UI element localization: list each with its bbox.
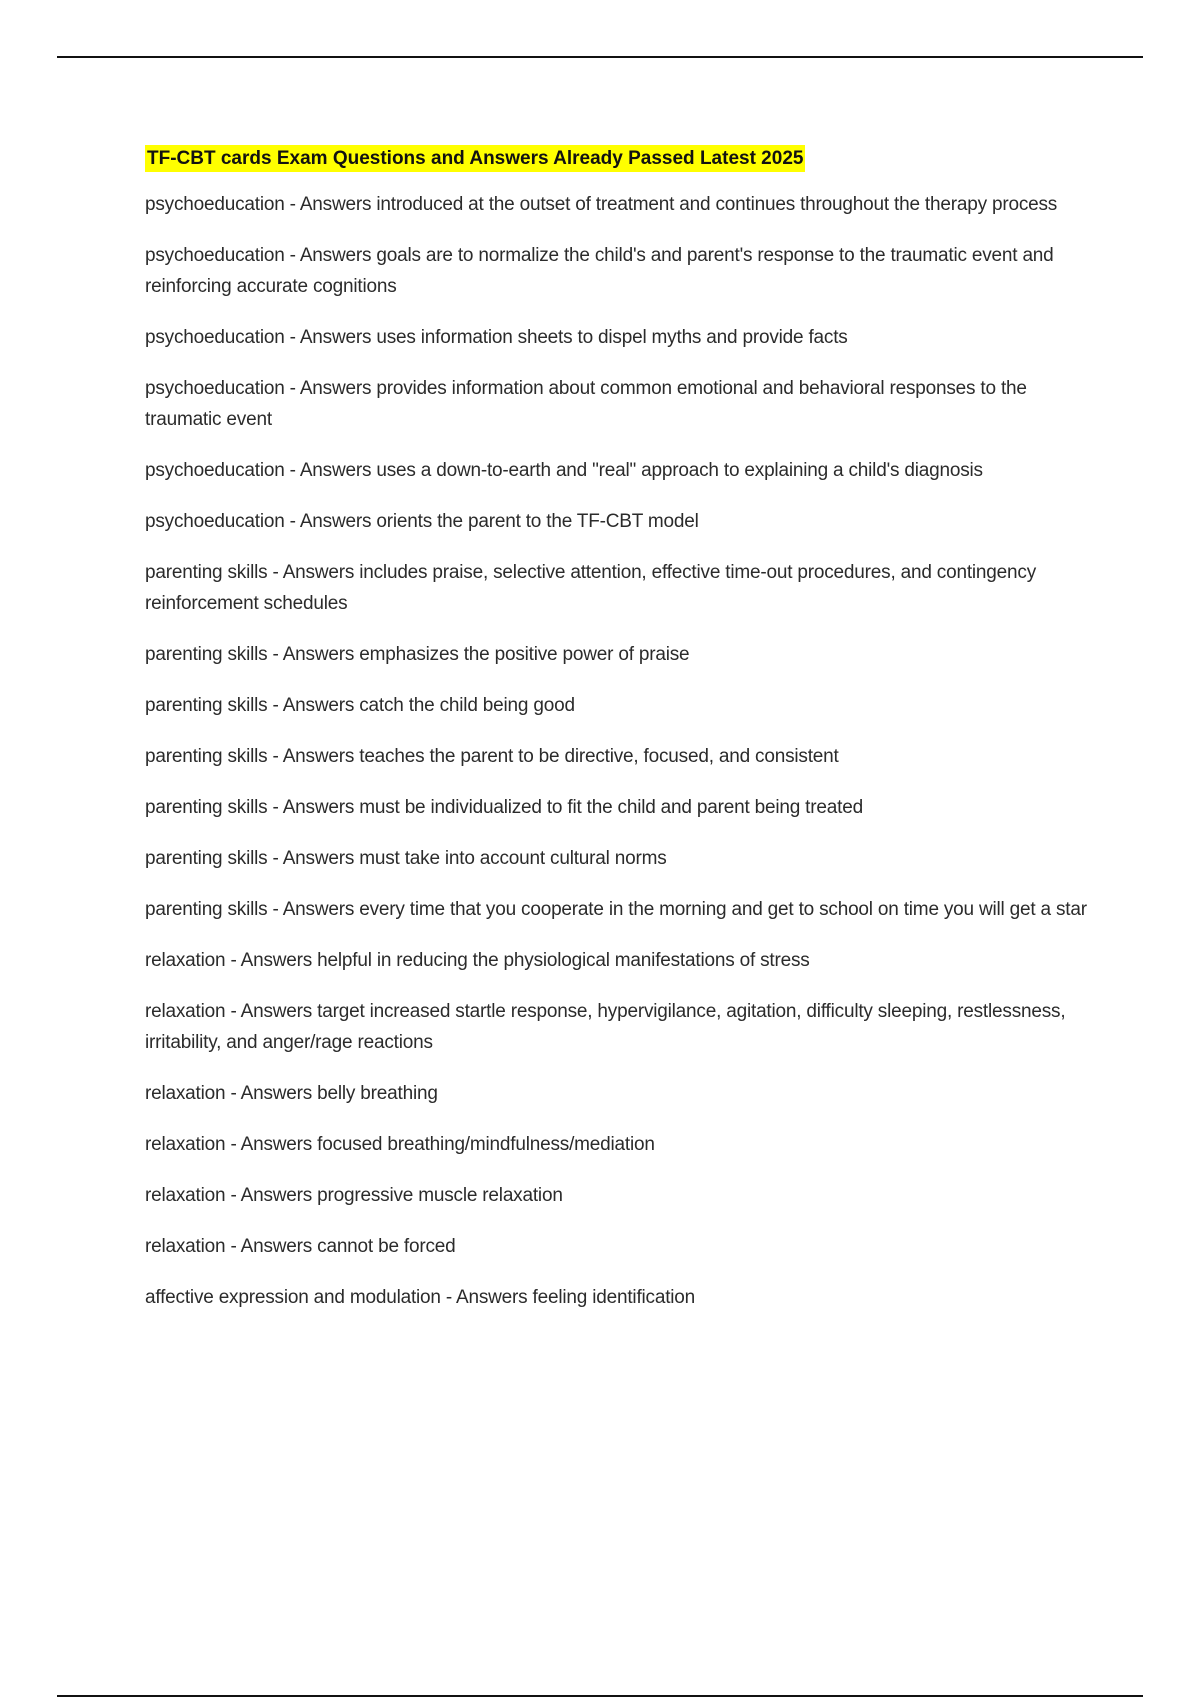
qa-entry: psychoeducation - Answers orients the parent to the TF-CBT model — [145, 511, 699, 532]
qa-entry: psychoeducation - Answers introduced at the outset of treatment and continues throughout the therapy process — [145, 194, 1058, 215]
qa-entry: psychoeducation - Answers uses a down-to-earth and "real" approach to explaining a child's diagnosis — [145, 460, 983, 481]
qa-entry: parenting skills - Answers must be individualized to fit the child and parent being treated — [145, 797, 863, 818]
qa-entry: relaxation - Answers progressive muscle relaxation — [145, 1185, 563, 1206]
header-rule — [57, 56, 1143, 58]
qa-entry: parenting skills - Answers emphasizes the positive power of praise — [145, 644, 690, 665]
qa-entry: relaxation - Answers helpful in reducing the physiological manifestations of stress — [145, 950, 810, 971]
qa-entry: psychoeducation - Answers goals are to normalize the child's and parent's response to the traumatic event and reinforcing accurate cognitions — [145, 245, 1054, 297]
footer-rule — [57, 1695, 1143, 1697]
qa-entry: affective expression and modulation - Answers feeling identification — [145, 1287, 696, 1308]
qa-entry: parenting skills - Answers includes praise, selective attention, effective time-out procedures, and contingency reinforcement schedules — [145, 562, 1036, 614]
qa-entry: psychoeducation - Answers provides information about common emotional and behavioral responses to the traumatic event — [145, 378, 1027, 430]
qa-entry: parenting skills - Answers catch the child being good — [145, 695, 575, 716]
qa-entry: relaxation - Answers focused breathing/mindfulness/mediation — [145, 1134, 655, 1155]
qa-entry: relaxation - Answers belly breathing — [145, 1083, 438, 1104]
qa-entry: relaxation - Answers cannot be forced — [145, 1236, 456, 1257]
qa-entry: psychoeducation - Answers uses information sheets to dispel myths and provide facts — [145, 327, 848, 348]
document-title: TF-CBT cards Exam Questions and Answers Already Passed Latest 2025 — [145, 145, 805, 172]
qa-entry: parenting skills - Answers every time that you cooperate in the morning and get to school on time you will get a star — [145, 899, 1087, 920]
qa-entry: relaxation - Answers target increased startle response, hypervigilance, agitation, difficulty sleeping, restlessness, irritability, and anger/rage reactions — [145, 1001, 1066, 1053]
document-body — [145, 145, 1095, 1333]
qa-entry: parenting skills - Answers must take into account cultural norms — [145, 848, 667, 869]
qa-entry: parenting skills - Answers teaches the parent to be directive, focused, and consistent — [145, 746, 839, 767]
